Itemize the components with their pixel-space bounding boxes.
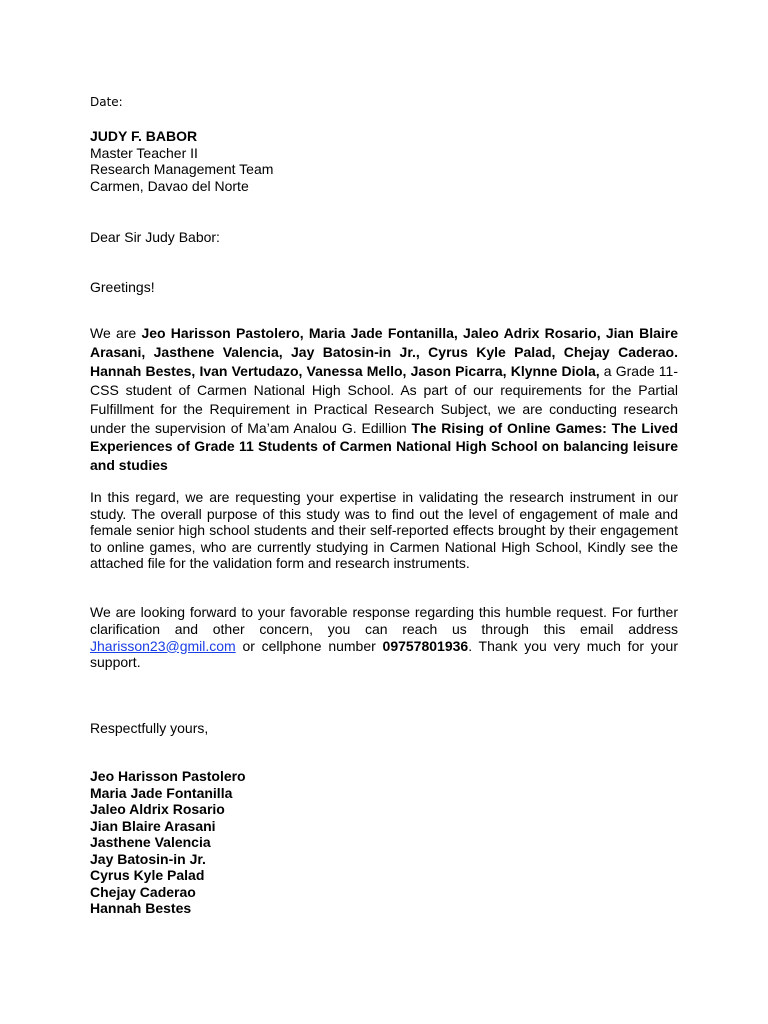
intro-middle-text: a Grade 11-CSS student of Carmen National High School. As part of our requirements for the Partial Fulfillment for the Requirement in Practical Research Subject, we are conducting research under the supervision of Ma’am Analou G. Edillion bbox=[90, 362, 678, 436]
greeting: Greetings! bbox=[90, 279, 155, 295]
signatory-name: Chejay Caderao bbox=[90, 883, 196, 900]
salutation: Dear Sir Judy Babor: bbox=[90, 229, 220, 245]
signatory-name: Maria Jade Fontanilla bbox=[90, 784, 233, 801]
recipient-name: JUDY F. BABOR bbox=[90, 128, 198, 144]
signatory-name: Jay Batosin-in Jr. bbox=[90, 850, 206, 867]
recipient-location: Carmen, Davao del Norte bbox=[90, 177, 249, 194]
recipient-position: Master Teacher II bbox=[90, 144, 198, 161]
thanks-text: . Thank you very much for your support. bbox=[90, 637, 678, 671]
body-paragraph-intro bbox=[90, 324, 678, 475]
phone-number: 09757801936 bbox=[382, 637, 469, 654]
date-label: Date: bbox=[90, 95, 123, 109]
signatory-name: Cyrus Kyle Palad bbox=[90, 867, 205, 883]
body-paragraph-contact bbox=[90, 604, 678, 671]
research-title: The Rising of Online Games: The Lived Experiences of Grade 11 Students of Carmen National High School on balancing leisure and studies bbox=[90, 419, 678, 474]
body-paragraph-request: In this regard, we are requesting your expertise in validating the research instrument in our study. The overall purpose of this study was to find out the level of engagement of male and female senior high school students and their self-reported effects brought by their engagement to online games, who are currently studying in Carmen National High School, Kindly see the attached file for the validation form and research instruments. bbox=[90, 489, 678, 571]
phone-intro-text: or cellphone number bbox=[235, 637, 383, 654]
signatory-name: Hannah Bestes bbox=[90, 900, 192, 916]
signatory-name: Jasthene Valencia bbox=[90, 834, 211, 850]
contact-text: We are looking forward to your favorable response regarding this humble request. For further clarification and other concern, you can reach us through this email address bbox=[90, 604, 678, 637]
intro-text: We are bbox=[90, 325, 142, 341]
student-names: Jeo Harisson Pastolero, Maria Jade Fontanilla, Jaleo Adrix Rosario, Jian Blaire Arasani, Jasthene Valencia, Jay Batosin-in Jr., Cyrus Kyle Palad, Chejay Caderao. Hannah Bestes, Ivan Vertudazo, Vanessa Mello, Jason Picarra, Klynne Diola, bbox=[90, 325, 678, 379]
recipient-block bbox=[90, 128, 678, 194]
signatory-name: Jaleo Aldrix Rosario bbox=[90, 801, 225, 817]
recipient-team: Research Management Team bbox=[90, 161, 274, 177]
signatory-list bbox=[90, 768, 678, 917]
signatory-name: Jian Blaire Arasani bbox=[90, 817, 216, 834]
closing: Respectfully yours, bbox=[90, 720, 209, 736]
signatory-name: Jeo Harisson Pastolero bbox=[90, 768, 246, 784]
email-link[interactable]: Jharisson23@gmil.com bbox=[90, 637, 236, 654]
